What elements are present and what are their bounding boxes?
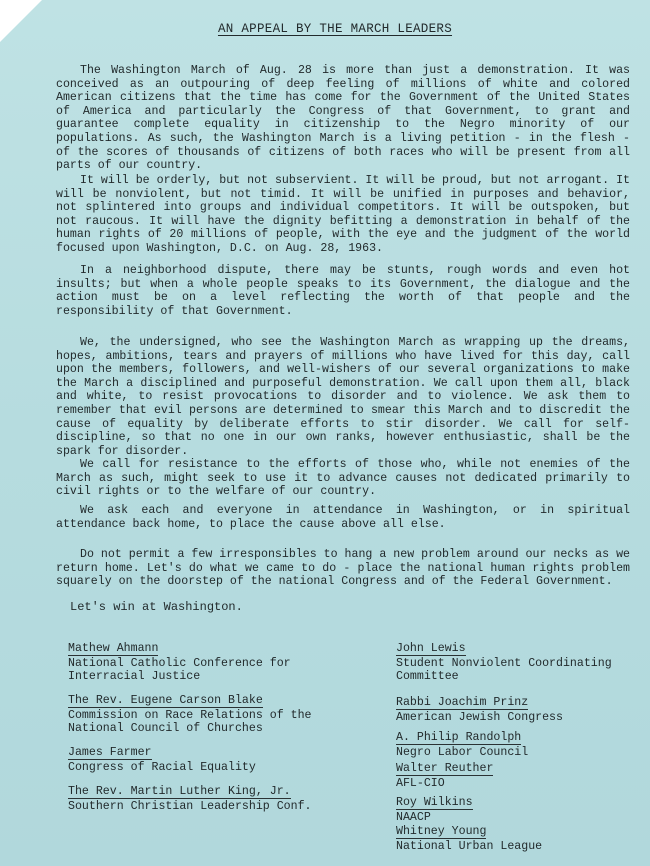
paragraph-1: The Washington March of Aug. 28 is more than just a demonstration. It was conceived as an outpouring of deep feeling of millions of white and colored American citizens that the time has come for the Government of the United States of America and particularly the Congress of that Government, to grant and guarantee complete equality in citizenship to the Negro minority of our populations. As such, the Washington March is a living petition - in the flesh - of the scores of thousands of citizens of both races who will be present from all parts of our country. — [56, 64, 630, 173]
signatory-org: National Council of Churches — [68, 722, 263, 735]
signatory-block — [68, 642, 291, 683]
signatory-name: James Farmer — [68, 746, 152, 759]
signatory-org: Committee — [396, 670, 459, 683]
signatory-name: A. Philip Randolph — [396, 731, 522, 744]
signoff: Let's win at Washington. — [70, 600, 243, 614]
paragraph-3: In a neighborhood dispute, there may be stunts, rough words and even hot insults; but when a whole people speaks to its Government, the dialogue and the action must be on a level reflecting the worth of that people and the responsibility of that Government. — [56, 264, 630, 318]
signatory-name: Rabbi Joachim Prinz — [396, 696, 529, 709]
signatory-name: The Rev. Martin Luther King, Jr. — [68, 785, 291, 798]
signatory-name: Roy Wilkins — [396, 796, 473, 809]
signatory-name: Walter Reuther — [396, 762, 494, 775]
signatory-name: John Lewis — [396, 642, 466, 655]
signatory-org: National Urban League — [396, 840, 543, 853]
signatory-org: Congress of Racial Equality — [68, 761, 256, 774]
signatory-block — [396, 642, 612, 683]
signatory-org: Interracial Justice — [68, 670, 201, 683]
document-title: AN APPEAL BY THE MARCH LEADERS — [217, 22, 453, 36]
signatory-block — [68, 785, 312, 813]
signatory-org: Negro Labor Council — [396, 746, 529, 759]
signatory-block — [396, 762, 493, 790]
signatory-block — [68, 746, 256, 774]
signatory-block — [396, 796, 473, 824]
paragraph-2: It will be orderly, but not subservient. It will be proud, but not arrogant. It will be nonviolent, but not timid. It will be unified in purposes and behavior, not splintered into groups and individual competitors. It will be outspoken, but not raucous. It will have the dignity befitting a demonstration in behalf of the human rights of 20 millions of people, with the eye and the judgment of the world focused upon Washington, D.C. on Aug. 28, 1963. — [56, 174, 630, 255]
signatory-name: The Rev. Eugene Carson Blake — [68, 694, 263, 707]
paragraph-5: We call for resistance to the efforts of those who, while not enemies of the March as such, might seek to use it to advance causes not dedicated primarily to civil rights or to the welfare of our country. — [56, 458, 630, 499]
signatory-org: Commission on Race Relations of the — [68, 709, 312, 722]
signatory-org: Student Nonviolent Coordinating — [396, 657, 612, 670]
signatory-org: American Jewish Congress — [396, 711, 563, 724]
signatory-block — [396, 825, 542, 853]
signatory-org: AFL-CIO — [396, 777, 445, 790]
paragraph-6: We ask each and everyone in attendance in Washington, or in spiritual attendance back home, to place the cause above all else. — [56, 504, 630, 531]
signatory-block — [396, 696, 563, 724]
signatory-org: Southern Christian Leadership Conf. — [68, 800, 312, 813]
signatory-org: NAACP — [396, 811, 431, 824]
paragraph-4: We, the undersigned, who see the Washington March as wrapping up the dreams, hopes, ambitions, tears and prayers of millions who have lived for this day, call upon the members, followers, and well-wishers of our several organizations to make the March a disciplined and purposeful demonstration. We call upon them all, black and white, to resist provocations to disorder and to violence. We ask them to remember that evil persons are determined to smear this March and to discredit the cause of equality by deliberate efforts to stir disorder. We call for self-discipline, so that no one in our own ranks, however enthusiastic, shall be the spark for disorder. — [56, 336, 630, 458]
signatory-block — [68, 694, 312, 735]
paragraph-7: Do not permit a few irresponsibles to hang a new problem around our necks as we return home. Let's do what we came to do - place the national human rights problem squarely on the doorstep of the national Congress and of the Federal Government. — [56, 548, 630, 589]
signatory-block — [396, 731, 528, 759]
signatory-org: National Catholic Conference for — [68, 657, 291, 670]
signatory-name: Mathew Ahmann — [68, 642, 159, 655]
signatory-name: Whitney Young — [396, 825, 487, 838]
